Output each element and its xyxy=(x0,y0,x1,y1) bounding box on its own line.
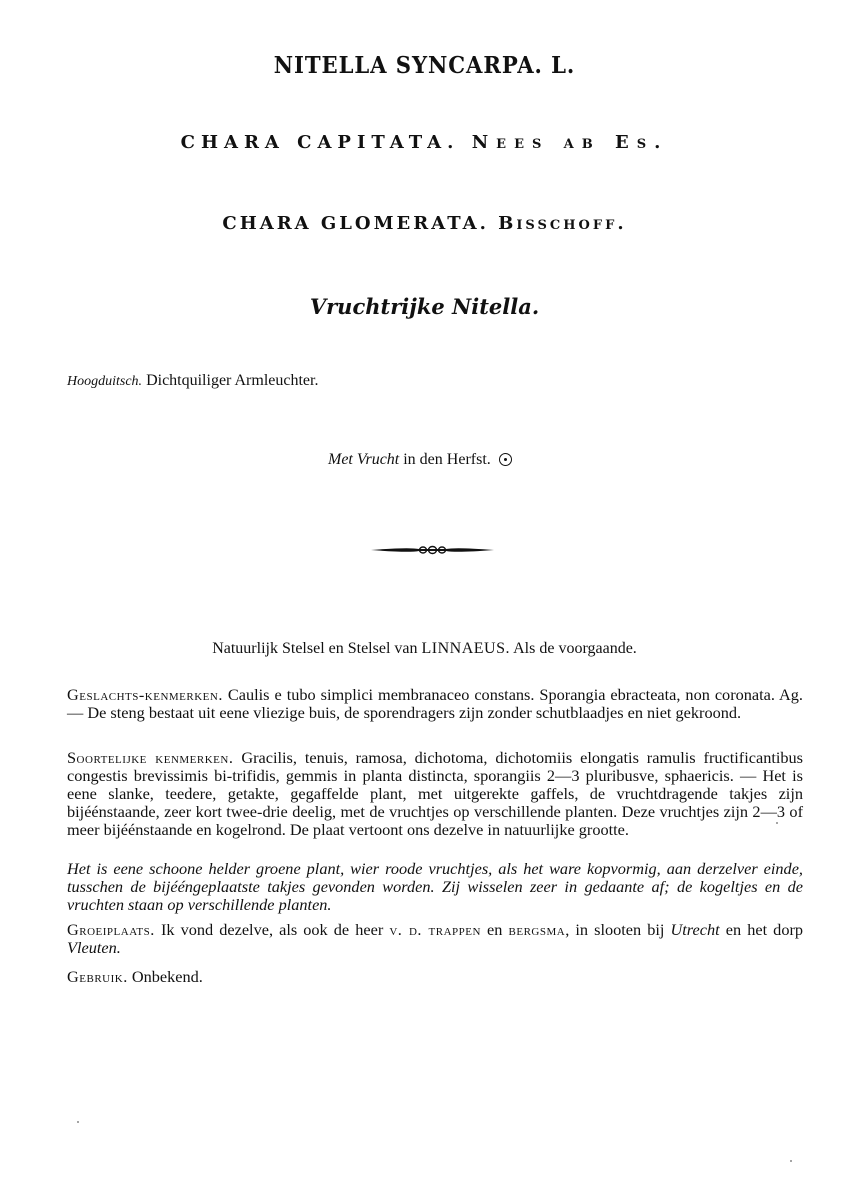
classification-line xyxy=(0,640,849,658)
genus-text: Caulis e tubo simplici membranaceo constans. Sporangia ebracteata, non coronata. Ag. — De steng bestaat uit eene vliezige buis, de sporendragers zijn zonder schutblaadjes en niet gekroond. xyxy=(67,685,803,722)
german-name: Dichtquiliger Armleuchter. xyxy=(146,372,319,389)
species-text: Gracilis, tenuis, ramosa, dichotoma, dichotomiis elongatis ramulis fructificantibus congestis brevissimis bi-trifidis, gemmis in planta distincta, sporangiis 2—3 pluribusve, sphaericis. — Het is eene slanke, teedere, getakte, gegaffelde plant, met uitgerekte gaffels, de vruchtdragende takjes zijn bijéénstaande, zeer kort twee-drie deelig, met de vruchtjes op verschillende planten. Deze vruchtjes zijn 2—3 of meer bijéénstaande en kogelrond. De plaat vertoont ons dezelve in natuurlijke grootte. xyxy=(67,748,804,839)
system-before: Natuurlijk Stelsel en Stelsel van xyxy=(212,640,418,657)
synonym-glomerata-author: Bisschoff. xyxy=(498,213,627,234)
dutch-name: Vruchtrijke Nitella. xyxy=(309,294,540,319)
synonym-capitata-name: CHARA CAPITATA. xyxy=(180,132,460,153)
use-label: Gebruik. xyxy=(67,967,128,986)
fruiting-label: Met Vrucht xyxy=(328,451,400,468)
genus-characters-paragraph xyxy=(67,686,803,722)
paper-speck xyxy=(776,822,778,824)
species-characters-paragraph xyxy=(67,749,803,839)
habitat-person2: bergsma xyxy=(508,920,566,939)
german-label: Hoogduitsch. xyxy=(67,374,143,389)
system-after: Als de voorgaande. xyxy=(513,640,637,657)
synonym-glomerata-name: CHARA GLOMERATA. xyxy=(222,213,489,234)
habitat-text3: , in slooten bij xyxy=(565,920,665,939)
use-paragraph xyxy=(67,968,803,986)
ornament-divider-icon xyxy=(369,540,496,560)
german-name-line xyxy=(67,372,318,390)
fruiting-text: in den Herfst. xyxy=(403,451,491,468)
habitat-label: Groeiplaats. xyxy=(67,920,155,939)
fruiting-season xyxy=(328,451,512,469)
synonym-capitata xyxy=(0,132,849,153)
habitat-text2: en xyxy=(487,920,503,939)
synonym-glomerata xyxy=(0,213,849,234)
system-linnaeus: LINNAEUS. xyxy=(421,640,510,657)
use-text: Onbekend. xyxy=(131,967,203,986)
habitat-place2: Vleuten. xyxy=(67,938,121,957)
synonym-capitata-author: Nees ab Es. xyxy=(471,132,669,153)
species-title: NITELLA SYNCARPA. L. xyxy=(273,52,576,79)
habitat-text1: Ik vond dezelve, als ook de heer xyxy=(160,920,384,939)
habitat-paragraph xyxy=(67,921,803,957)
habitat-place1: Utrecht xyxy=(670,920,720,939)
habitat-person1: v. d. trappen xyxy=(389,920,481,939)
paper-speck xyxy=(790,1160,792,1162)
species-label: Soortelijke kenmerken. xyxy=(67,748,234,767)
paper-speck xyxy=(77,1121,79,1123)
genus-label: Geslachts-kenmerken. xyxy=(67,685,223,704)
perennial-symbol-icon xyxy=(499,453,512,466)
habitat-text4: en het dorp xyxy=(725,920,804,939)
description-paragraph: Het is eene schoone helder groene plant, wier roode vruchtjes, als het ware kopvormig, aan derzelver einde, tusschen de bijééngeplaatste takjes gevonden worden. Zij wisselen zeer in gedaante af; de kogeltjes en de vruchten staan op verschillende planten. xyxy=(67,859,803,914)
